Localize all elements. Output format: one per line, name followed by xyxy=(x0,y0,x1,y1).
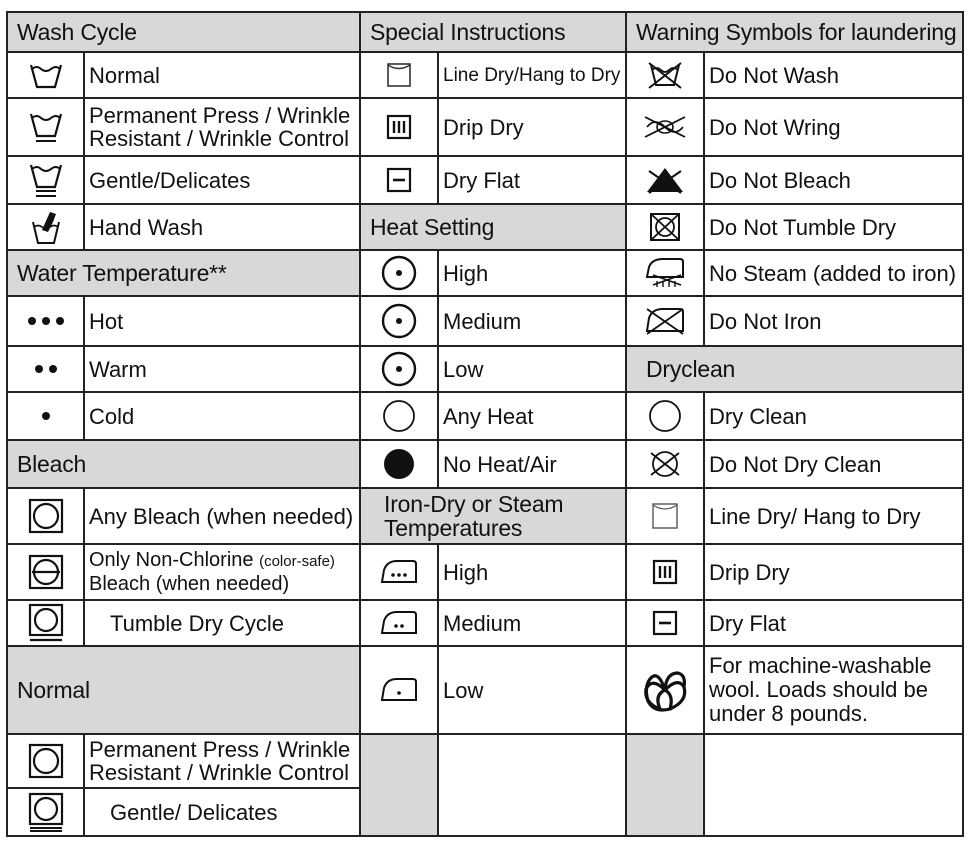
iron-medium-label: Medium xyxy=(443,610,522,636)
dry-flat-icon xyxy=(360,156,438,204)
wash-permanent-press-label: Permanent Press / Wrinkle Resistant / Wrinkle Control xyxy=(89,103,351,151)
iron-high-label: High xyxy=(443,559,489,585)
do-not-bleach-label: Do Not Bleach xyxy=(709,167,851,193)
warning-symbols-header-label: Warning Symbols for laundering xyxy=(636,18,957,45)
heat-setting-header xyxy=(360,204,626,250)
normal-header-label: Normal xyxy=(17,676,90,703)
iron-medium-icon xyxy=(360,600,438,646)
wool-mark-icon xyxy=(626,646,704,734)
heat-setting-header-label: Heat Setting xyxy=(370,213,495,240)
no-steam-label: No Steam (added to iron) xyxy=(709,260,957,286)
dry-flat-icon-2 xyxy=(626,600,704,646)
do-not-bleach-icon xyxy=(626,156,704,204)
line-dry-label: Line Dry/Hang to Dry xyxy=(443,64,621,86)
dry-flat-label: Dry Flat xyxy=(443,167,520,193)
tumble-dry-cycle-label: Tumble Dry Cycle xyxy=(110,610,284,636)
hand-wash-icon xyxy=(7,204,84,250)
wash-tub-gentle-icon xyxy=(7,156,84,204)
tumble-gentle-icon xyxy=(7,788,84,836)
bleach-header xyxy=(7,440,360,488)
line-dry-hang-icon xyxy=(626,488,704,544)
wash-cycle-header xyxy=(7,12,360,52)
bleach-header-label: Bleach xyxy=(17,450,87,477)
heat-low-icon xyxy=(360,346,438,392)
dry-flat-label-2: Dry Flat xyxy=(709,610,786,636)
any-heat-label: Any Heat xyxy=(443,403,534,429)
any-heat-icon xyxy=(360,392,438,440)
wash-tub-permanent-press-icon xyxy=(7,98,84,156)
two-dots-icon xyxy=(7,346,84,392)
iron-temperatures-header xyxy=(360,488,626,544)
line-dry-icon xyxy=(360,52,438,98)
dry-clean-icon xyxy=(626,392,704,440)
dryclean-header-label: Dryclean xyxy=(646,355,736,382)
no-heat-icon xyxy=(360,440,438,488)
iron-header-line1: Iron-Dry or Steam xyxy=(384,491,564,517)
tumble-permanent-press-icon xyxy=(7,734,84,788)
do-not-dry-clean-label: Do Not Dry Clean xyxy=(709,451,882,477)
do-not-wring-icon xyxy=(626,98,704,156)
hand-wash-label: Hand Wash xyxy=(89,214,204,240)
heat-medium-label: Medium xyxy=(443,308,522,334)
heat-medium-icon xyxy=(360,296,438,346)
dry-clean-label: Dry Clean xyxy=(709,403,807,429)
water-temperature-header xyxy=(7,250,360,296)
heat-high-label: High xyxy=(443,260,489,286)
drip-dry-label: Drip Dry xyxy=(443,114,524,140)
one-dot-icon xyxy=(7,392,84,440)
iron-low-icon xyxy=(360,646,438,734)
do-not-iron-icon xyxy=(626,296,704,346)
do-not-wring-label: Do Not Wring xyxy=(709,114,841,140)
wash-gentle-label: Gentle/Delicates xyxy=(89,167,251,193)
heat-low-label: Low xyxy=(443,356,484,382)
do-not-tumble-dry-label: Do Not Tumble Dry xyxy=(709,214,897,240)
do-not-tumble-dry-icon xyxy=(626,204,704,250)
dryclean-header xyxy=(626,346,963,392)
warm-label: Warm xyxy=(89,356,147,382)
wash-normal-label: Normal xyxy=(89,62,160,88)
cold-label: Cold xyxy=(89,403,135,429)
three-dots-icon xyxy=(7,296,84,346)
drip-dry-label-2: Drip Dry xyxy=(709,559,790,585)
tumble-dry-icon xyxy=(7,600,84,646)
iron-header-line2: Temperatures xyxy=(384,515,523,541)
do-not-iron-label: Do Not Iron xyxy=(709,308,822,334)
any-bleach-icon xyxy=(7,488,84,544)
empty-shaded-cell xyxy=(360,734,438,836)
wash-cycle-header-label: Wash Cycle xyxy=(17,18,137,45)
hot-label: Hot xyxy=(89,308,124,334)
non-chlorine-bleach-icon xyxy=(7,544,84,600)
tumble-permanent-press-label: Permanent Press / Wrinkle Resistant / Wrinkle Control xyxy=(89,737,351,785)
iron-high-icon xyxy=(360,544,438,600)
water-temperature-header-label: Water Temperature** xyxy=(17,259,227,286)
empty-shaded-cell-2 xyxy=(626,734,704,836)
wool-note-label: For machine-washable wool. Loads should be under 8 pounds. xyxy=(709,653,932,726)
tumble-gentle-label: Gentle/ Delicates xyxy=(110,799,278,825)
do-not-wash-label: Do Not Wash xyxy=(709,62,840,88)
special-instructions-header xyxy=(360,12,626,52)
do-not-wash-icon xyxy=(626,52,704,98)
normal-header xyxy=(7,646,360,734)
line-dry-hang-label: Line Dry/ Hang to Dry xyxy=(709,503,921,529)
do-not-dry-clean-icon xyxy=(626,440,704,488)
any-bleach-label: Any Bleach (when needed) xyxy=(89,503,354,529)
special-instructions-header-label: Special Instructions xyxy=(370,18,566,45)
no-heat-label: No Heat/Air xyxy=(443,451,557,477)
drip-dry-icon xyxy=(360,98,438,156)
no-steam-icon xyxy=(626,250,704,296)
heat-high-icon xyxy=(360,250,438,296)
warning-symbols-header xyxy=(626,12,963,52)
drip-dry-icon-2 xyxy=(626,544,704,600)
wash-tub-normal-icon xyxy=(7,52,84,98)
non-chlorine-bleach-label: Only Non-Chlorine (color-safe) Bleach (when needed) xyxy=(89,549,335,595)
iron-low-label: Low xyxy=(443,677,484,703)
